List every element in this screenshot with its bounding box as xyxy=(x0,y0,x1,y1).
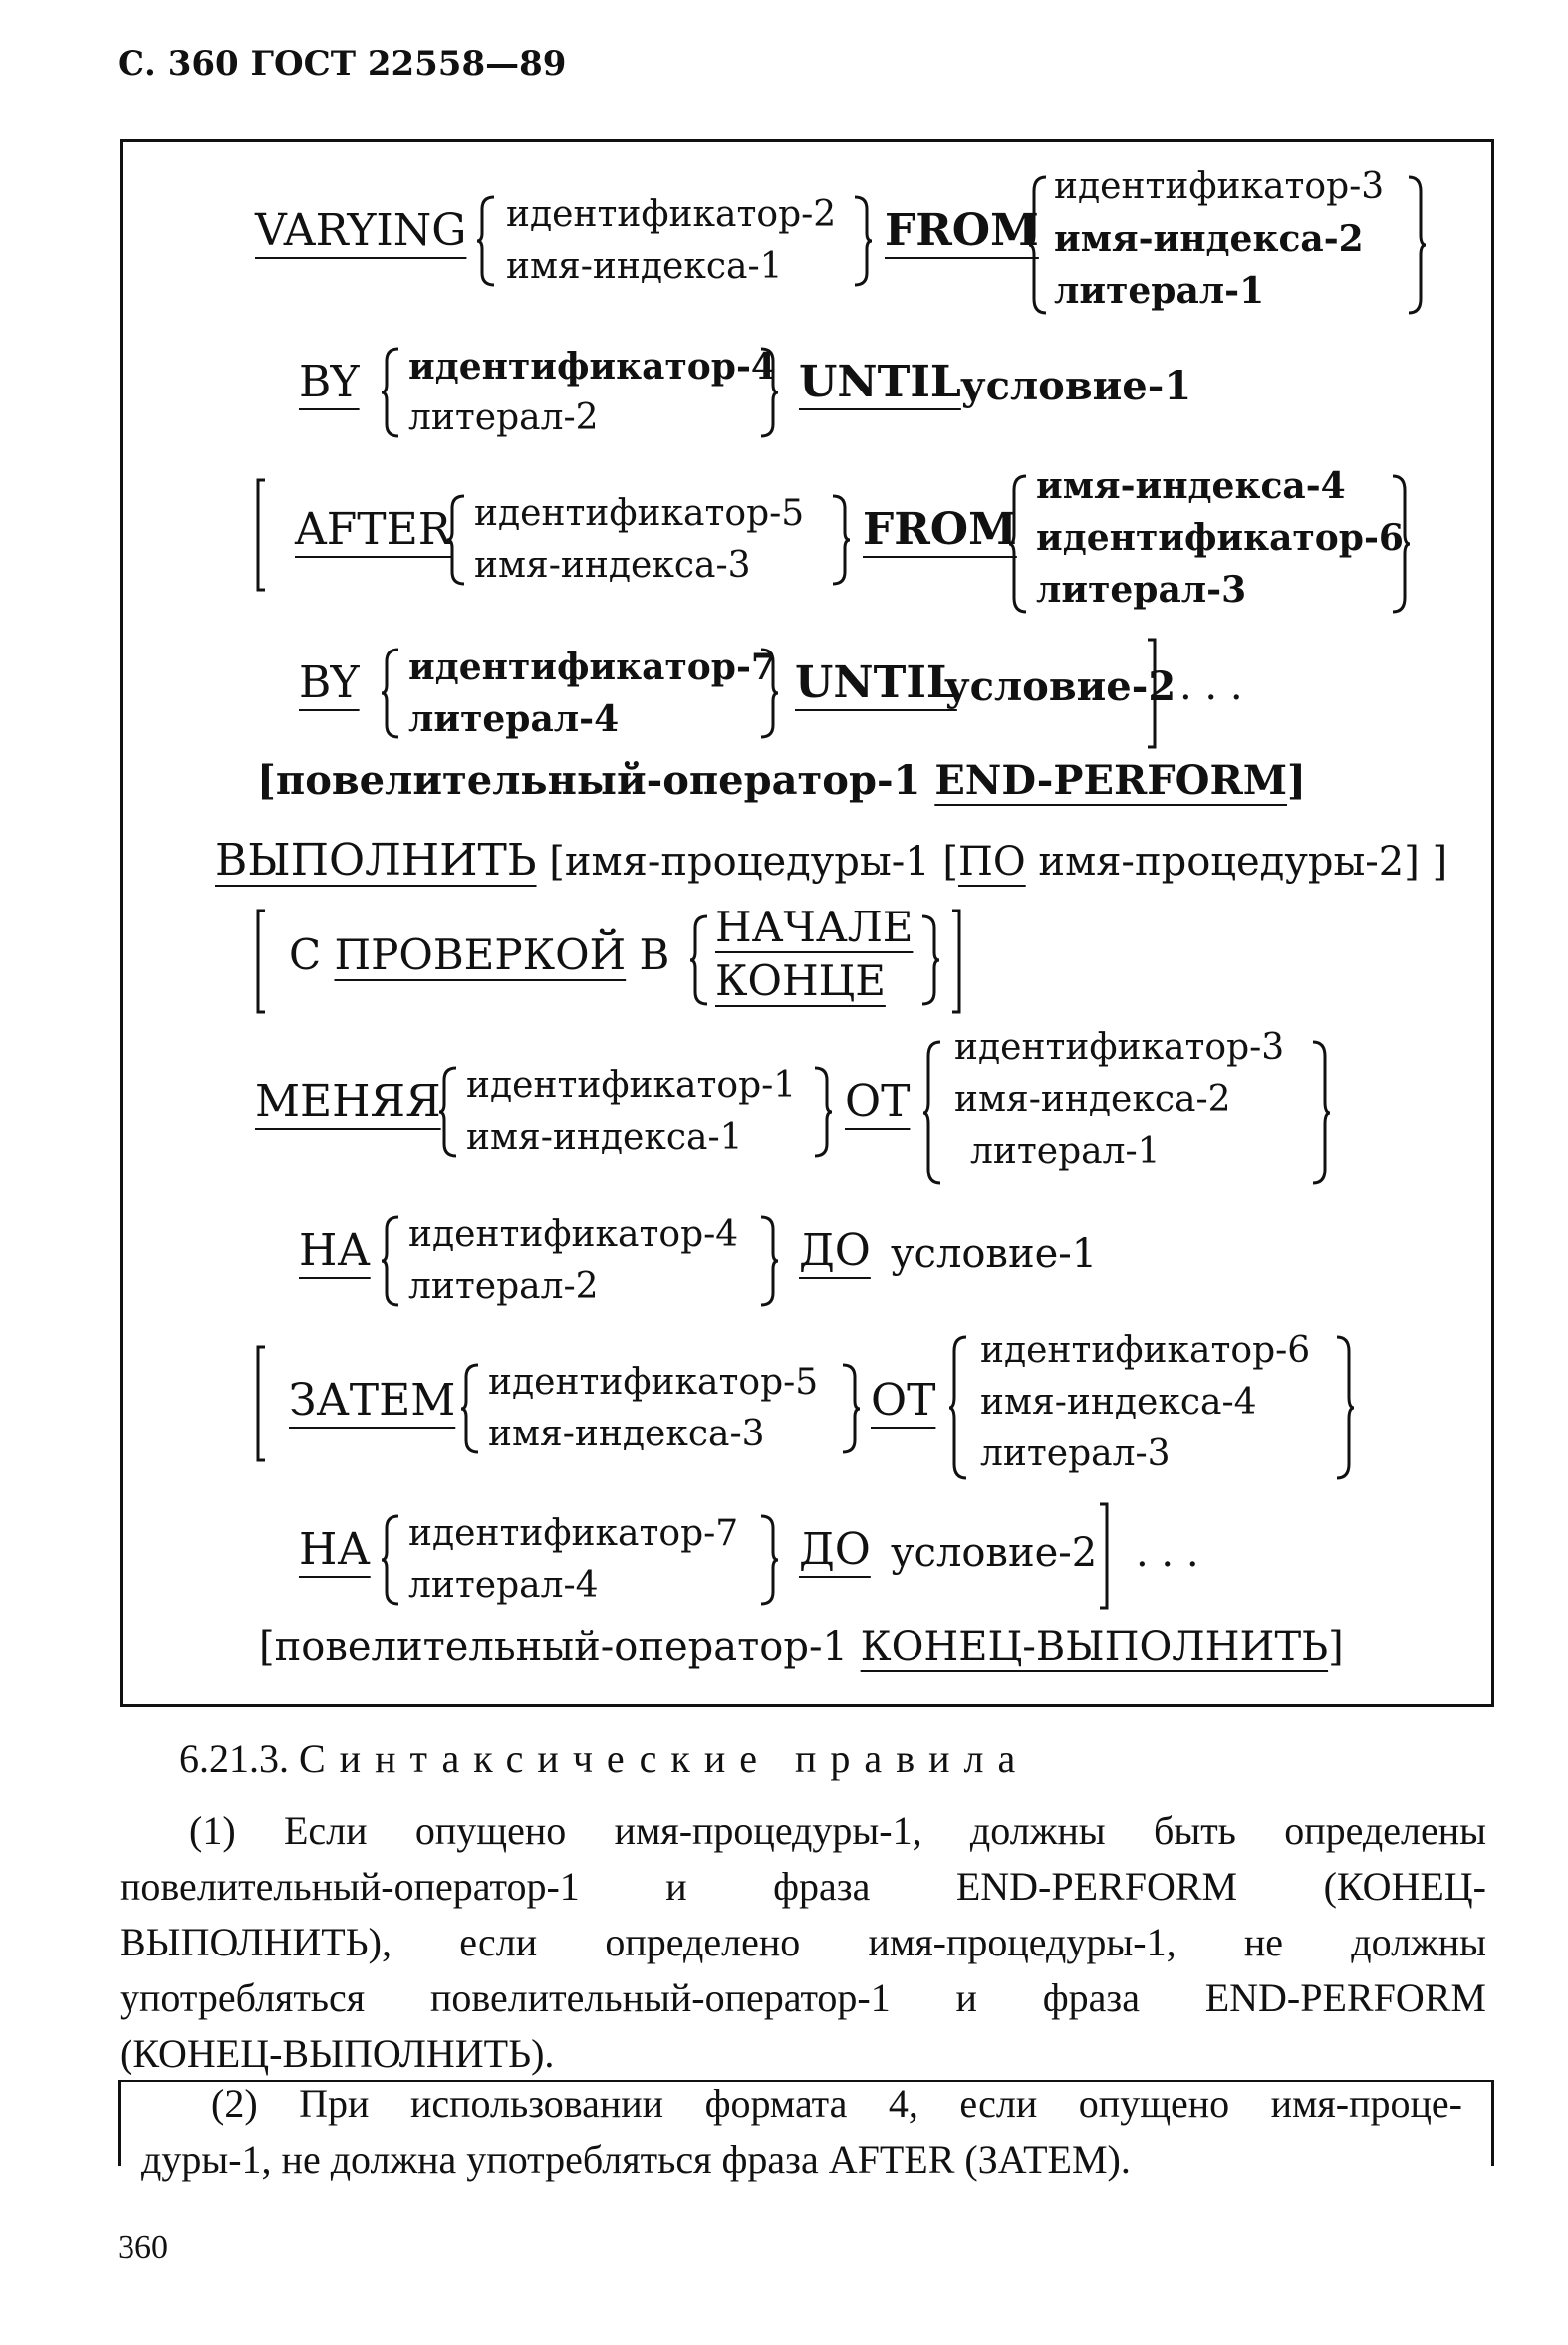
bracket-right-icon xyxy=(950,909,962,1014)
brace-right-icon xyxy=(759,1514,779,1606)
brace-left-icon xyxy=(438,1066,458,1158)
end-line-suffix: ] xyxy=(1286,757,1306,804)
option-item: НАЧАЛЕ xyxy=(715,903,914,951)
rule-1-line: (КОНЕЦ-ВЫПОЛНИТЬ). xyxy=(120,2031,555,2076)
option-group xyxy=(488,1357,818,1460)
option-group xyxy=(954,1022,1284,1177)
konets-vypolnit-line xyxy=(259,1624,1344,1670)
test-line xyxy=(289,930,669,979)
brace-right-icon xyxy=(1391,474,1411,614)
option-group xyxy=(408,642,776,745)
bracket-left-icon xyxy=(255,909,267,1014)
test-mid: В xyxy=(626,930,670,979)
keyword-ot: ОТ xyxy=(871,1375,936,1426)
brace-left-icon xyxy=(460,1363,480,1454)
brace-left-icon xyxy=(381,648,400,739)
brace-left-icon xyxy=(1008,474,1028,614)
condition-label: условие-1 xyxy=(891,1231,1098,1277)
option-item: имя-индекса-2 xyxy=(1054,218,1364,260)
option-group xyxy=(715,901,913,1008)
option-group xyxy=(466,1060,796,1164)
end-line-prefix: [повелительный-оператор-1 xyxy=(257,757,935,804)
keyword-vypolnit: ВЫПОЛНИТЬ xyxy=(215,835,537,886)
rule-1-line: употребляться повелительный-оператор-1 и фраза END-PERFORM xyxy=(120,1975,1486,2020)
perform-part1: [имя-процедуры-1 [ xyxy=(549,839,959,885)
option-group xyxy=(506,189,836,293)
condition-label: условие-1 xyxy=(960,363,1192,409)
brace-right-icon xyxy=(853,195,873,287)
option-group xyxy=(408,1508,738,1612)
bracket-left-icon xyxy=(255,1345,267,1462)
option-group xyxy=(408,341,776,444)
option-item: литерал-3 xyxy=(1036,569,1247,611)
end-line-suffix: ] xyxy=(1328,1624,1344,1670)
brace-right-icon xyxy=(759,648,779,739)
option-item: имя-индекса-1 xyxy=(466,1117,743,1158)
test-prefix: С xyxy=(289,930,335,979)
option-group xyxy=(1036,460,1404,616)
keyword-konets-vypolnit: КОНЕЦ-ВЫПОЛНИТЬ xyxy=(860,1624,1329,1670)
option-item: литерал-4 xyxy=(408,698,620,740)
brace-right-icon xyxy=(841,1363,861,1454)
keyword-proverkoy: ПРОВЕРКОЙ xyxy=(334,930,627,979)
option-item: литерал-2 xyxy=(408,397,599,438)
rule-2-line: дуры-1, не должна употребляться фраза AFTER (ЗАТЕМ). xyxy=(141,2137,1131,2182)
keyword-po: ПО xyxy=(958,839,1026,885)
condition-label: условие-2 xyxy=(944,663,1176,710)
brace-left-icon xyxy=(381,347,400,438)
option-item: идентификатор-7 xyxy=(408,1513,739,1554)
option-group xyxy=(474,488,804,592)
end-line-prefix: [повелительный-оператор-1 xyxy=(259,1624,861,1670)
option-item: литерал-4 xyxy=(408,1565,599,1606)
brace-right-icon xyxy=(1407,175,1427,315)
option-item: идентификатор-4 xyxy=(408,1214,739,1255)
option-item: имя-индекса-1 xyxy=(506,246,783,287)
perform-line xyxy=(215,835,1447,886)
section-number: 6.21.3. xyxy=(179,1736,289,1781)
option-item: идентификатор-3 xyxy=(954,1027,1285,1068)
brace-right-icon xyxy=(759,347,779,438)
ellipsis: . . . xyxy=(1179,663,1243,709)
keyword-na: НА xyxy=(299,1524,371,1575)
option-item: идентификатор-5 xyxy=(474,493,805,534)
keyword-by: BY xyxy=(299,357,360,407)
option-item: литерал-1 xyxy=(1054,270,1265,312)
brace-right-icon xyxy=(831,494,851,586)
perform-part2: имя-процедуры-2] ] xyxy=(1025,839,1448,885)
option-group xyxy=(1054,161,1384,317)
option-item: литерал-1 xyxy=(970,1131,1161,1172)
rule-1-line: ВЫПОЛНИТЬ), если определено имя-процедуры-1, не должны xyxy=(120,1920,1486,1964)
keyword-by: BY xyxy=(299,657,360,708)
option-item: идентификатор-2 xyxy=(506,194,837,235)
keyword-from: FROM xyxy=(885,205,1039,256)
option-item: литерал-3 xyxy=(980,1433,1171,1474)
condition-label: условие-2 xyxy=(891,1530,1098,1576)
page-number: 360 xyxy=(118,2229,168,2266)
keyword-ot: ОТ xyxy=(845,1076,911,1127)
brace-left-icon xyxy=(446,494,466,586)
keyword-varying: VARYING xyxy=(255,205,467,256)
bracket-right-icon xyxy=(1098,1502,1110,1610)
brace-right-icon xyxy=(1335,1335,1355,1480)
option-item: литерал-2 xyxy=(408,1266,599,1307)
option-item: идентификатор-5 xyxy=(488,1362,819,1403)
page-header: С. 360 ГОСТ 22558—89 xyxy=(118,44,567,84)
brace-left-icon xyxy=(381,1215,400,1307)
keyword-do: ДО xyxy=(799,1225,871,1276)
brace-right-icon xyxy=(920,914,940,1006)
rule-1-line: повелительный-оператор-1 и фраза END-PERFORM (КОНЕЦ- xyxy=(120,1864,1486,1909)
option-item: идентификатор-7 xyxy=(408,647,776,688)
option-item: имя-индекса-3 xyxy=(474,545,751,586)
brace-left-icon xyxy=(948,1335,968,1480)
keyword-do: ДО xyxy=(799,1524,871,1575)
brace-left-icon xyxy=(476,195,496,287)
option-item: идентификатор-1 xyxy=(466,1065,797,1106)
option-item: идентификатор-6 xyxy=(980,1330,1311,1371)
option-item: имя-индекса-3 xyxy=(488,1414,765,1454)
section-heading xyxy=(179,1735,1029,1782)
option-group xyxy=(408,1209,738,1313)
keyword-from: FROM xyxy=(863,504,1017,555)
option-item: идентификатор-3 xyxy=(1054,166,1385,207)
option-item: имя-индекса-4 xyxy=(980,1382,1257,1423)
keyword-until: UNTIL xyxy=(795,657,957,708)
keyword-zatem: ЗАТЕМ xyxy=(289,1375,456,1426)
brace-right-icon xyxy=(813,1066,833,1158)
option-item: идентификатор-4 xyxy=(408,346,776,388)
option-item: идентификатор-6 xyxy=(1036,517,1404,559)
option-item: имя-индекса-4 xyxy=(1036,465,1346,507)
keyword-na: НА xyxy=(299,1225,371,1276)
brace-left-icon xyxy=(381,1514,400,1606)
rule-2-line: (2) При использовании формата 4, если опущено имя-проце- xyxy=(211,2081,1462,2126)
rule-1-paragraph xyxy=(120,1803,1486,2082)
keyword-menyaya: МЕНЯЯ xyxy=(255,1076,441,1127)
brace-left-icon xyxy=(689,914,709,1006)
end-perform-line xyxy=(257,757,1306,804)
option-item: КОНЦЕ xyxy=(715,956,886,1005)
ellipsis: . . . xyxy=(1136,1530,1199,1576)
brace-left-icon xyxy=(922,1040,942,1185)
keyword-until: UNTIL xyxy=(799,357,961,407)
option-group xyxy=(980,1325,1310,1480)
brace-right-icon xyxy=(759,1215,779,1307)
keyword-after: AFTER xyxy=(295,504,451,555)
bracket-right-icon xyxy=(1146,638,1158,749)
rule-2-paragraph xyxy=(141,2076,1462,2188)
section-title: Синтаксические правила xyxy=(299,1736,1030,1781)
rule-1-line: (1) Если опущено имя-процедуры-1, должны быть определены xyxy=(189,1808,1486,1853)
brace-left-icon xyxy=(1028,175,1048,315)
keyword-end-perform: END-PERFORM xyxy=(934,757,1287,804)
brace-right-icon xyxy=(1311,1040,1331,1185)
option-item: имя-индекса-2 xyxy=(954,1079,1231,1120)
bracket-left-icon xyxy=(255,478,267,592)
